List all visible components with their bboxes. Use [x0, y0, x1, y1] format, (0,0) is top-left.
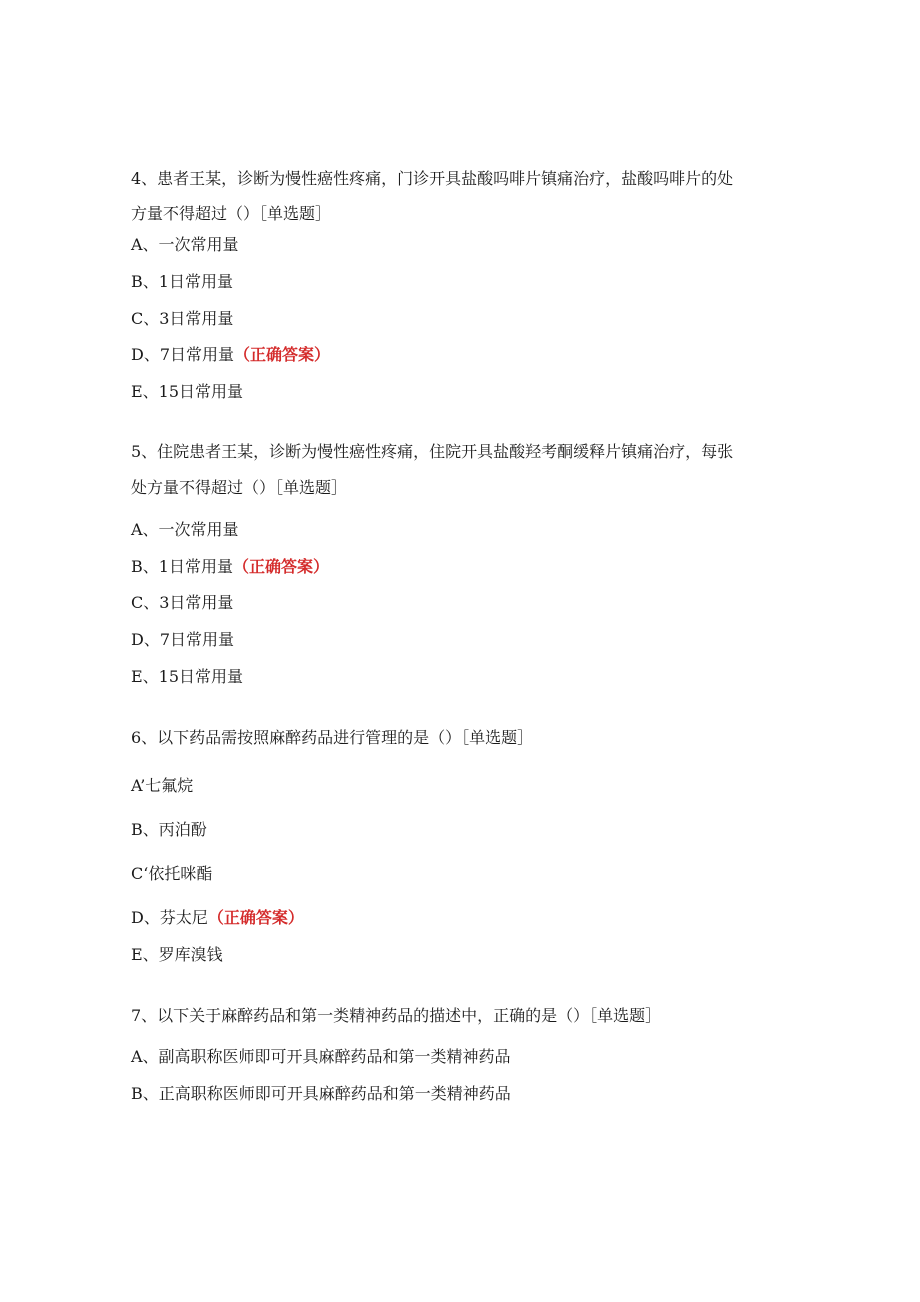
correct-answer-mark: （正确答案）: [232, 557, 329, 576]
question-4-option-d: [131, 345, 330, 365]
option-text: A’七氟烷: [131, 776, 194, 795]
question-7-option-a: [131, 1047, 511, 1067]
question-6-option-b: [131, 820, 207, 840]
question-5-stem-line2: 处方量不得超过（）［单选题］: [131, 478, 348, 497]
option-text: B、1日常用量: [131, 557, 233, 576]
question-7-option-b: [131, 1084, 511, 1104]
correct-answer-mark: （正确答案）: [207, 908, 304, 927]
option-text: B、正高职称医师即可开具麻醉药品和第一类精神药品: [131, 1084, 511, 1103]
question-6-option-d: [131, 908, 304, 928]
question-5-stem-line1: 5、住院患者王某，诊断为慢性癌性疼痛，住院开具盐酸羟考酮缓释片镇痛治疗，每张: [131, 442, 734, 461]
question-4-option-c: [131, 309, 233, 329]
question-6-option-e: [131, 945, 223, 965]
option-text: B、丙泊酚: [131, 820, 207, 839]
option-text: E、15日常用量: [131, 667, 244, 686]
option-text: C、3日常用量: [131, 593, 234, 612]
option-text: E、15日常用量: [131, 382, 244, 401]
option-text: A、一次常用量: [131, 520, 239, 539]
question-5-option-d: [131, 630, 234, 650]
option-text: D、7日常用量: [131, 345, 235, 364]
question-4-option-a: [131, 235, 239, 255]
correct-answer-mark: （正确答案）: [234, 345, 331, 364]
option-text: D、芬太尼: [131, 908, 208, 927]
question-6-option-a: [131, 776, 193, 796]
question-6-stem-line1: 6、以下药品需按照麻醉药品进行管理的是（）［单选题］: [131, 728, 534, 747]
question-4-option-b: [131, 272, 233, 292]
question-7-stem-line1: 7、以下关于麻醉药品和第一类精神药品的描述中，正确的是（）［单选题］: [131, 1006, 662, 1025]
question-4-stem-line2: 方量不得超过（）［单选题］: [131, 204, 332, 223]
question-4-stem-line1: 4、患者王某，诊断为慢性癌性疼痛，门诊开具盐酸吗啡片镇痛治疗，盐酸吗啡片的处: [131, 169, 734, 188]
option-text: A、一次常用量: [131, 235, 239, 254]
option-text: D、7日常用量: [131, 630, 235, 649]
option-text: A、副高职称医师即可开具麻醉药品和第一类精神药品: [131, 1047, 511, 1066]
option-text: B、1日常用量: [131, 272, 233, 291]
question-5-option-c: [131, 593, 233, 613]
question-5-option-a: [131, 520, 239, 540]
question-5-option-b: [131, 557, 329, 577]
option-text: C‘依托咪酯: [131, 864, 213, 883]
question-6-option-c: [131, 864, 212, 884]
question-4-option-e: [131, 382, 243, 402]
option-text: E、罗库溴钱: [131, 945, 223, 964]
question-5-option-e: [131, 667, 243, 687]
option-text: C、3日常用量: [131, 309, 234, 328]
